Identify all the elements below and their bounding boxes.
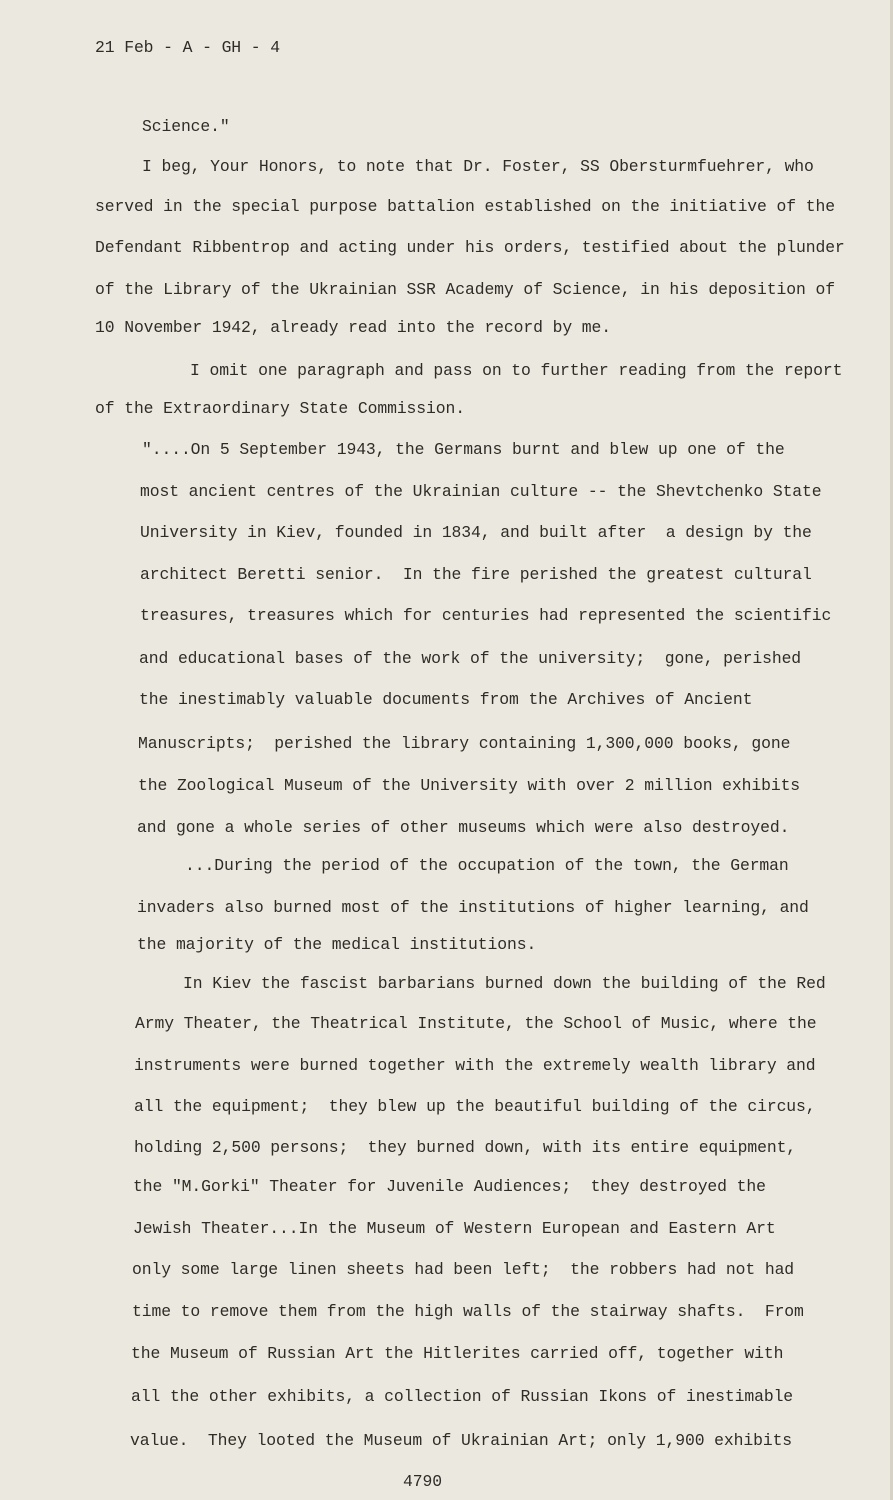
text-line: ...During the period of the occupation of the town, the German: [185, 856, 789, 875]
text-line: University in Kiev, founded in 1834, and built after a design by the: [140, 523, 812, 542]
text-line: "....On 5 September 1943, the Germans burnt and blew up one of the: [142, 440, 785, 459]
text-line: In Kiev the fascist barbarians burned down the building of the Red: [183, 974, 826, 993]
text-line: the Zoological Museum of the University with over 2 million exhibits: [138, 776, 801, 795]
text-line: I omit one paragraph and pass on to further reading from the report: [190, 361, 843, 380]
text-line: I beg, Your Honors, to note that Dr. Foster, SS Obersturmfuehrer, who: [142, 157, 814, 176]
text-line: and gone a whole series of other museums which were also destroyed.: [137, 818, 790, 837]
text-line: Manuscripts; perished the library containing 1,300,000 books, gone: [138, 734, 791, 753]
text-line: the Museum of Russian Art the Hitlerites carried off, together with: [131, 1344, 784, 1363]
text-line: invaders also burned most of the institutions of higher learning, and: [137, 898, 809, 917]
text-line: Science.": [142, 117, 230, 136]
text-line: the inestimably valuable documents from the Archives of Ancient: [139, 690, 753, 709]
text-line: all the equipment; they blew up the beautiful building of the circus,: [134, 1097, 816, 1116]
page-header: 21 Feb - A - GH - 4: [95, 38, 280, 57]
text-line: most ancient centres of the Ukrainian culture -- the Shevtchenko State: [140, 482, 822, 501]
text-line: and educational bases of the work of the university; gone, perished: [139, 649, 802, 668]
text-line: Army Theater, the Theatrical Institute, the School of Music, where the: [135, 1014, 817, 1033]
text-line: instruments were burned together with the extremely wealth library and: [134, 1056, 816, 1075]
text-line: served in the special purpose battalion established on the initiative of the: [95, 197, 835, 216]
text-line: 10 November 1942, already read into the record by me.: [95, 318, 612, 337]
text-line: the "M.Gorki" Theater for Juvenile Audiences; they destroyed the: [133, 1177, 766, 1196]
text-line: the majority of the medical institutions.: [137, 935, 537, 954]
text-line: architect Beretti senior. In the fire perished the greatest cultural: [140, 565, 812, 584]
text-line: value. They looted the Museum of Ukrainian Art; only 1,900 exhibits: [130, 1431, 793, 1450]
text-line: time to remove them from the high walls of the stairway shafts. From: [132, 1302, 804, 1321]
text-line: of the Library of the Ukrainian SSR Academy of Science, in his deposition of: [95, 280, 835, 299]
text-line: all the other exhibits, a collection of Russian Ikons of inestimable: [131, 1387, 794, 1406]
text-line: Jewish Theater...In the Museum of Western European and Eastern Art: [133, 1219, 776, 1238]
text-line: of the Extraordinary State Commission.: [95, 399, 465, 418]
page-number: 4790: [403, 1472, 442, 1491]
text-line: treasures, treasures which for centuries had represented the scientific: [140, 606, 832, 625]
text-line: Defendant Ribbentrop and acting under his orders, testified about the plunder: [95, 238, 845, 257]
text-line: holding 2,500 persons; they burned down, with its entire equipment,: [134, 1138, 797, 1157]
text-line: only some large linen sheets had been left; the robbers had not had: [132, 1260, 795, 1279]
